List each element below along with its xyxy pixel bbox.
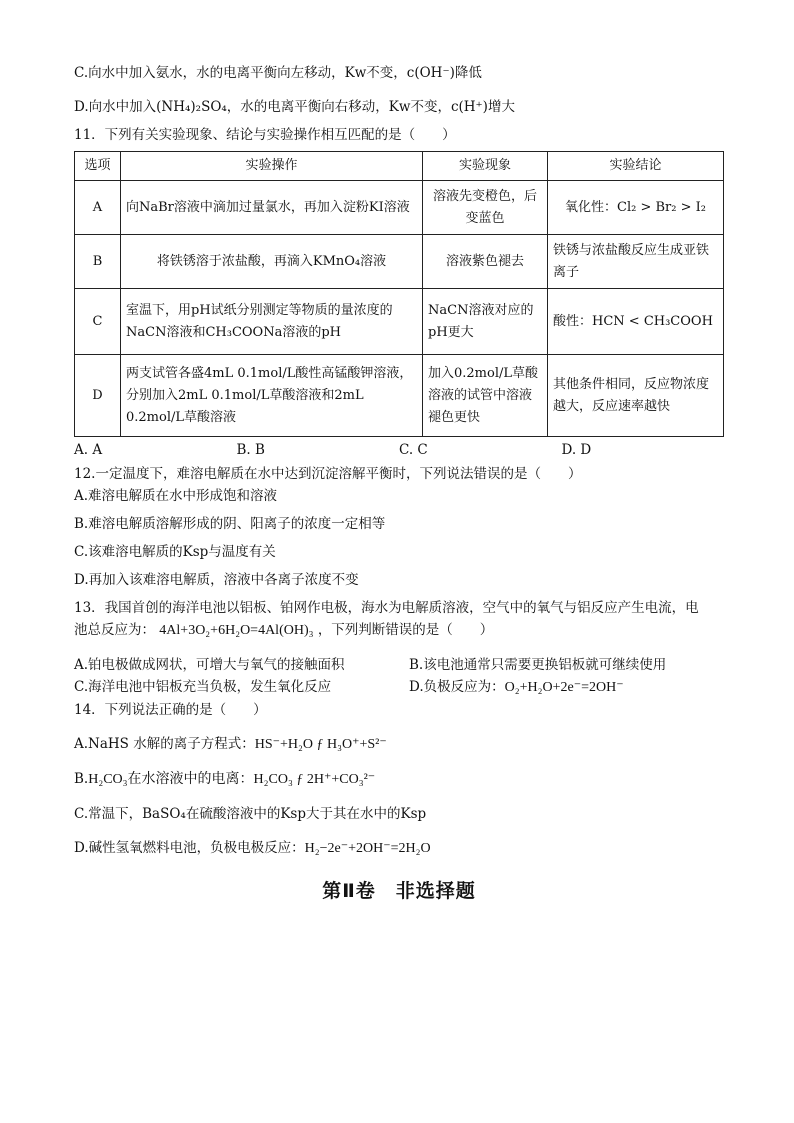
table-header-row: [75, 152, 724, 181]
q12-option-c: C.该难溶电解质的Ksp与温度有关: [74, 544, 276, 560]
q14-option-a-equation: HS⁻+H₂O ƒ H₃O⁺+S²⁻: [254, 737, 387, 752]
item-d-prev-text: D.向水中加入(NH₄)₂SO₄，水的电离平衡向右移动，Kw不变，c(H⁺)增大: [74, 99, 515, 115]
q14-option-b-pre: B.: [74, 771, 89, 787]
row-key: C: [75, 289, 121, 355]
q14-option-a: [74, 733, 724, 756]
row-key: B: [75, 235, 121, 289]
row-operation: 向NaBr溶液中滴加过量氯水，再加入淀粉KI溶液: [121, 181, 423, 235]
q13-stem-pre: 池总反应为：: [74, 622, 155, 638]
row-conclusion: 酸性：HCN < CH₃COOH: [548, 289, 724, 355]
q11-option-a: A. A: [74, 442, 103, 458]
item-d-prev: [74, 96, 724, 118]
row-operation: 两支试管各盛4mL 0.1mol/L酸性高锰酸钾溶液，分别加入2mL 0.1mol/L草酸溶液和2mL 0.2mol/L草酸溶液: [121, 355, 423, 437]
q13-total-equation: 4Al+3O₂+6H₂O=4Al(OH)₃: [159, 623, 314, 638]
q11-stem: 11．下列有关实验现象、结论与实验操作相互匹配的是（ ）: [74, 127, 456, 143]
table-row: [75, 355, 724, 437]
row-key: A: [75, 181, 121, 235]
q14-option-c: C.常温下，BaSO₄在硫酸溶液中的Ksp大于其在水中的Ksp: [74, 806, 427, 822]
table-row: [75, 181, 724, 235]
row-phenomenon: 溶液紫色褪去: [423, 235, 548, 289]
q13-option-a: A.铂电极做成网状，可增大与氧气的接触面积: [74, 657, 345, 673]
item-c-prev: [74, 62, 724, 84]
q11-option-d: D. D: [561, 442, 592, 458]
q14-option-b-mid: H₂CO₃在水溶液中的电离：: [88, 772, 254, 787]
experiment-table: [74, 151, 724, 437]
header-conclusion: 实验结论: [548, 152, 724, 181]
q14-option-d: [74, 837, 724, 860]
row-conclusion: 其他条件相同，反应物浓度越大，反应速率越快: [548, 355, 724, 437]
q13-option-b: B.该电池通常只需要更换铝板就可继续使用: [409, 657, 667, 673]
q11-option-c: C. C: [399, 442, 428, 458]
q14-option-d-equation: H₂−2e⁻+2OH⁻=2H₂O: [304, 841, 431, 856]
row-conclusion: 氧化性：Cl₂ > Br₂ > I₂: [548, 181, 724, 235]
q14-option-b: [74, 768, 724, 791]
exam-page: [74, 62, 724, 903]
q13-stem-line2: [74, 619, 724, 642]
q11-options: [74, 439, 724, 461]
table-row: [75, 289, 724, 355]
q13-stem-line1: 13．我国首创的海洋电池以铝板、铂网作电极，海水为电解质溶液，空气中的氧气与铝反应产生电流，电: [74, 600, 699, 616]
header-option: 选项: [75, 152, 121, 181]
q13-option-d: [409, 676, 624, 699]
q14-option-d-pre: D.碱性氢氧燃料电池，负极电极反应：: [74, 840, 305, 856]
q13-options-row1: [74, 654, 724, 676]
table-row: [75, 235, 724, 289]
row-phenomenon: 溶液先变橙色，后变蓝色: [423, 181, 548, 235]
q11-option-b: B. B: [236, 442, 265, 458]
q13-option-c: C.海洋电池中铝板充当负极，发生氧化反应: [74, 679, 332, 695]
row-conclusion: 铁锈与浓盐酸反应生成亚铁离子: [548, 235, 724, 289]
q13-option-d-pre: D.负极反应为：: [409, 679, 505, 695]
q14-stem: 14．下列说法正确的是（ ）: [74, 702, 267, 718]
header-operation: 实验操作: [121, 152, 423, 181]
q12-stem: 12.一定温度下，难溶电解质在水中达到沉淀溶解平衡时，下列说法错误的是（ ）: [74, 466, 582, 482]
q13-options-row2: [74, 676, 724, 699]
section-title: 第Ⅱ卷 非选择题: [322, 880, 476, 902]
q12-option-b: B.难溶电解质溶解形成的阴、阳离子的浓度一定相等: [74, 516, 386, 532]
row-key: D: [75, 355, 121, 437]
q13-stem-post: ，下列判断错误的是（ ）: [317, 622, 494, 638]
header-phenomenon: 实验现象: [423, 152, 548, 181]
q12-option-d: D.再加入该难溶电解质，溶液中各离子浓度不变: [74, 572, 359, 588]
item-c-prev-text: C.向水中加入氨水，水的电离平衡向左移动，Kw不变，c(OH⁻)降低: [74, 65, 482, 81]
q12-option-a: A.难溶电解质在水中形成饱和溶液: [74, 488, 278, 504]
row-operation: 将铁锈溶于浓盐酸，再滴入KMnO₄溶液: [121, 235, 423, 289]
q14-option-b-equation: H₂CO₃ ƒ 2H⁺+CO₃²⁻: [253, 772, 376, 787]
row-operation: 室温下，用pH试纸分别测定等物质的量浓度的NaCN溶液和CH₃COONa溶液的pH: [121, 289, 423, 355]
row-phenomenon: 加入0.2mol/L草酸溶液的试管中溶液褪色更快: [423, 355, 548, 437]
row-phenomenon: NaCN溶液对应的pH更大: [423, 289, 548, 355]
q13-option-d-equation: O₂+H₂O+2e⁻=2OH⁻: [504, 680, 624, 695]
q14-option-a-pre: A.NaHS 水解的离子方程式：: [74, 736, 255, 752]
